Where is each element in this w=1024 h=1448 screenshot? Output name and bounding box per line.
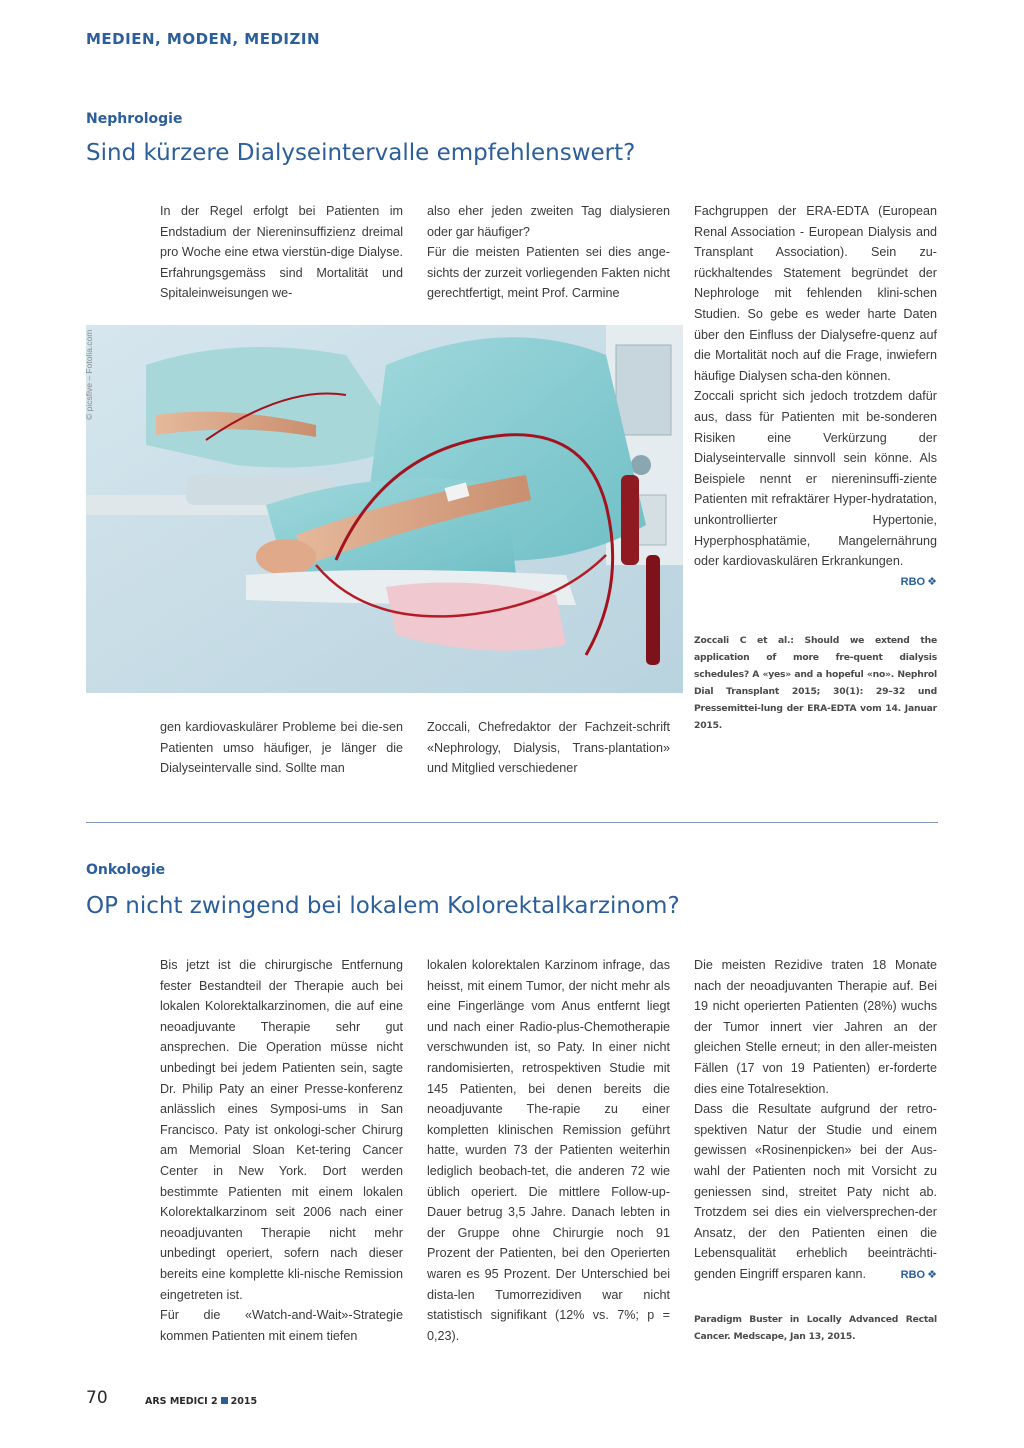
article2-col2 [427,955,670,1346]
article2-reference: Paradigm Buster in Locally Advanced Rectal Cancer. Medscape, Jan 13, 2015. [694,1314,937,1342]
author-signature: RBO ❖ [694,1265,937,1286]
article2-col1 [160,955,403,1346]
paragraph: Zoccali, Chefredaktor der Fachzeit-schrift «Nephrology, Dialysis, Trans-plantation» und Mitglied verschiedener [427,720,670,776]
paragraph: Dass die Resultate aufgrund der retro-spektiven Natur der Studie und einem gewissen «Rosinenpicken» bei der Aus-wahl der Patienten noch mit Vorsicht zu geniessen sind, streitet Paty nicht ab. Trotzdem sei dies ein vielversprechen-der Ansatz, der den Patienten einen die Lebensqualität erheblich beeinträchti-genden Eingriff ersparen kann. [694,1102,937,1281]
square-icon [221,1397,228,1404]
article2-title: OP nicht zwingend bei lokalem Kolorektalkarzinom? [86,893,680,919]
article1-col1-bottom [160,717,403,779]
paragraph: Fachgruppen der ERA-EDTA (European Renal Association - European Dialysis and Transplant Association). Sein zu-rückhaltendes Statement begründet der Nephrologe mit fehlenden klini-schen Studien. So gebe es weder harte Daten über den Einfluss der Dialysefre-quenz auf die Mortalität noch auf die Frage, inwiefern häufige Dialysen scha-den können. [694,204,937,383]
article2-kicker: Onkologie [86,862,166,878]
paragraph: Zoccali spricht sich jedoch trotzdem dafür aus, dass für Patienten mit be-sonderen Risiken eine Verkürzung der Dialyseintervalle sinnvoll sein könne. Als Beispiele nennt er niereninsuffi-ziente Patienten mit refraktärer Hyper-hydratation, unkontrollierter Hypertonie, Hyperphosphatämie, Mangelernährung oder kardiovaskulären Erkrankungen. [694,389,937,569]
photo-credit: © picsfive – Fotolia.com [84,329,94,420]
paragraph: Bis jetzt ist die chirurgische Entfernung fester Bestandteil der Therapie auch bei lokalen Kolorektalkarzinomen, die auf eine neoadjuvante Therapie sehr gut ansprechen. Die Operation müsse nicht unbedingt bei jedem Patienten sein, sagte Dr. Philip Paty an einer Presse-konferenz anlässlich eines Symposi-ums in San Francisco. Paty ist onkologi-scher Chirurg am Memorial Sloan Ket-tering Cancer Center in New York. Dort werden bestimmte Patienten mit einem lokalen Kolorektalkarzinom seit 2006 nach einer neoadjuvanten Therapie nicht mehr unbedingt operiert, sofern nach dieser bereits eine komplette kli-nische Remission eingetreten ist. [160,958,403,1302]
article1-kicker: Nephrologie [86,111,183,127]
paragraph: gen kardiovaskulärer Probleme bei die-sen Patienten umso häufiger, je länger die Dialyseintervalle sind. Sollte man [160,720,403,776]
section-divider [86,822,938,823]
article1-col2-top [427,201,670,304]
magazine-footer [145,1396,257,1407]
paragraph: Die meisten Rezidive traten 18 Monate nach der neoadjuvanten Therapie auf. Bei 19 nicht operierten Patienten (28%) wuchs der Tumor innert vier Jahren an der gleichen Stelle erneut; in den aller-meisten Fällen (17 von 19 Patienten) er-forderte dies eine Totalresektion. [694,958,937,1096]
article1-col3 [694,201,937,592]
article1-title: Sind kürzere Dialyseintervalle empfehlenswert? [86,140,636,166]
paragraph: also eher jeden zweiten Tag dialysieren oder gar häufiger? [427,204,670,239]
author-signature: RBO ❖ [694,572,937,593]
paragraph: In der Regel erfolgt bei Patienten im Endstadium der Niereninsuffizienz dreimal pro Woche eine etwa vierstün-dige Dialyse. Erfahrungsgemäss sind Mortalität und Spitaleinweisungen we- [160,204,403,301]
paragraph: Für die meisten Patienten sei dies ange-sichts der zurzeit vorliegenden Fakten nicht gerechtfertigt, meint Prof. Carmine [427,245,670,301]
article2-col3 [694,955,937,1285]
paragraph: lokalen kolorektalen Karzinom infrage, das heisst, mit einem Tumor, der nicht mehr als eine Fingerlänge vom Anus entfernt liegt und nach einer Radio-plus-Chemotherapie verschwunden ist, so Paty. In einer nicht randomisierten, retrospektiven Studie mit 145 Patienten, bei denen bereits die neoadjuvante The-rapie zu einer kompletten klinischen Remission geführt hatte, wurden 73 der Patienten weiterhin lediglich beobach-tet, die anderen 72 wie üblich operiert. Die mittlere Follow-up-Dauer betrug 3,5 Jahre. Danach lebten in der Gruppe ohne Chirurgie noch 91 Prozent der Patienten, bei den Operierten waren es 95 Prozent. Der Unterschied bei dista-len Tumorrezidiven war nicht statistisch signifikant (12% vs. 7%; p = 0,23). [427,958,670,1343]
article1-reference: Zoccali C et al.: Should we extend the application of more fre-quent dialysis schedules? A «yes» and a hopeful «no». Nephrol Dial Transplant 2015; 30(1): 29–32 und Pressemittei-lung der ERA-EDTA vom 14. Januar 2015. [694,635,937,731]
dialysis-photo [86,325,683,693]
magazine-name: ARS MEDICI 2 [145,1396,218,1407]
article1-col1-top [160,201,403,304]
page-number: 70 [86,1388,108,1408]
section-header: MEDIEN, MODEN, MEDIZIN [86,30,320,48]
article1-col2-bottom [427,717,670,779]
paragraph: Für die «Watch-and-Wait»-Strategie kommen Patienten mit einem tiefen [160,1308,403,1343]
magazine-year: 2015 [230,1396,258,1407]
